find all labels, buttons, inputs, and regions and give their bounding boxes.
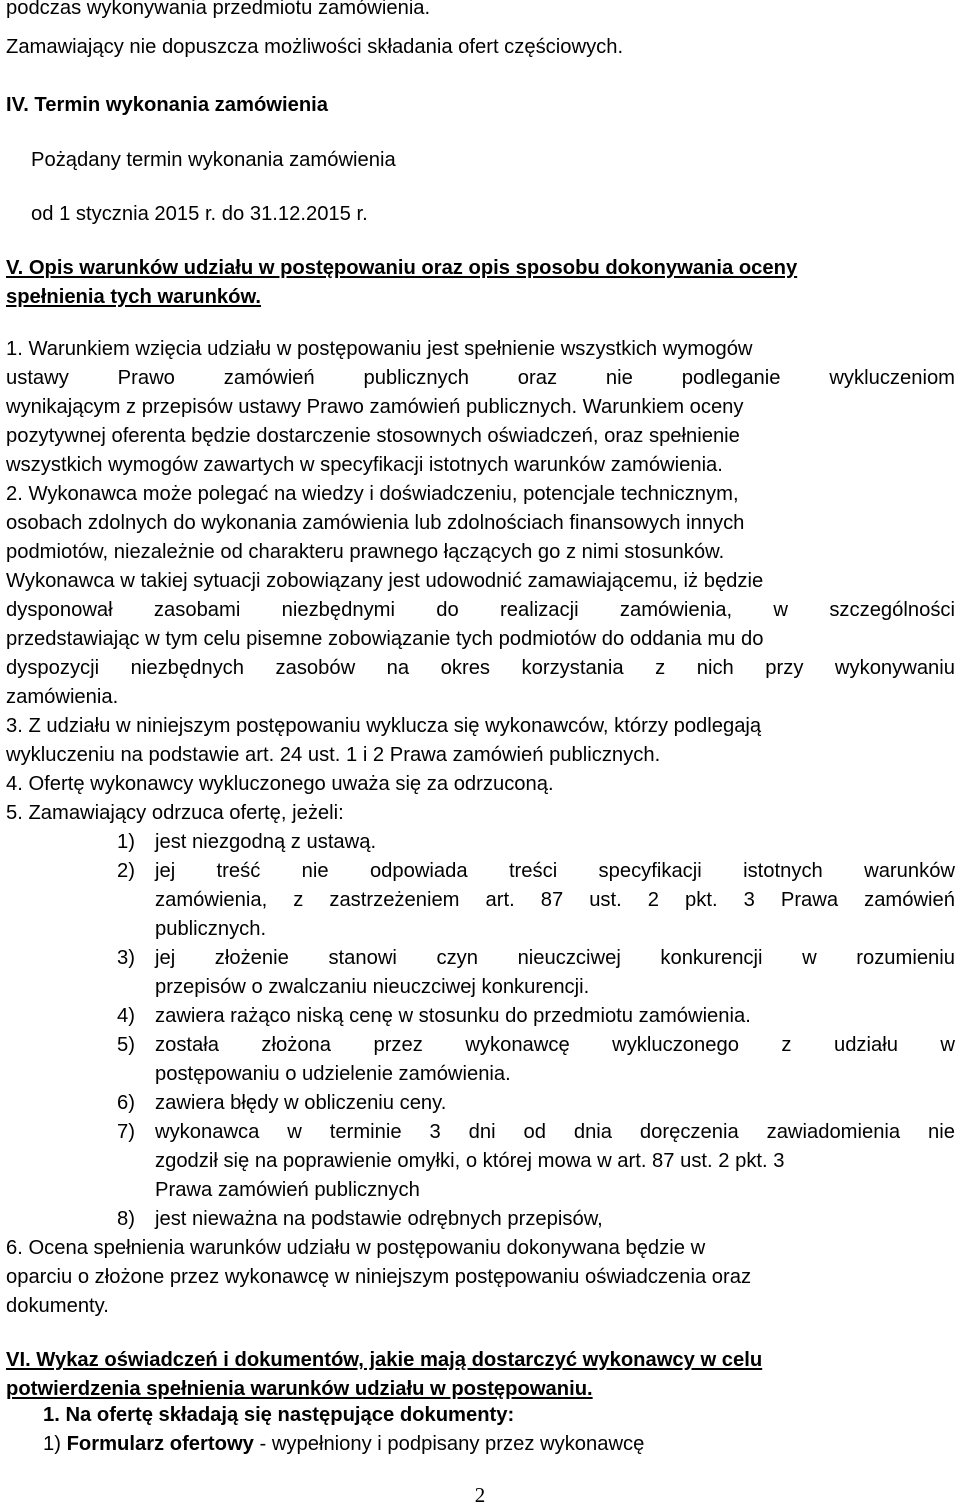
section-subheading: Pożądany termin wykonania zamówienia [31,149,396,171]
list-item-text: zamówienia, z zastrzeżeniem art. 87 ust. 2 pkt. 3 Prawa zamówień [155,889,955,911]
list-item-number: 8) [117,1208,135,1230]
list-item-text: jest nieważna na podstawie odrębnych przepisów, [155,1208,603,1230]
list-item-number: 6) [117,1092,135,1114]
document-list-item [43,1430,644,1459]
section-heading-v-line1: V. Opis warunków udziału w postępowaniu oraz opis sposobu dokonywania oceny [6,257,798,279]
list-item-text: zawiera rażąco niską cenę w stosunku do przedmiotu zamówienia. [155,1005,751,1027]
text-line: Zamawiający nie dopuszcza możliwości składania ofert częściowych. [6,36,624,58]
paragraph-1-line: wszystkich wymogów zawartych w specyfikacji istotnych warunków zamówienia. [6,454,723,476]
page-number: 2 [474,1483,486,1507]
list-item-text: jej złożenie stanowi czyn nieuczciwej konkurencji w rozumieniu [155,947,955,969]
paragraph-4: 4. Ofertę wykonawcy wykluczonego uważa się za odrzuconą. [6,773,554,795]
paragraph-1-line: pozytywnej oferenta będzie dostarczenie stosownych oświadczeń, oraz spełnienie [6,425,740,447]
text-line: podczas wykonywania przedmiotu zamówienia. [6,0,431,19]
paragraph-2-line: osobach zdolnych do wykonania zamówienia lub zdolnościach finansowych innych [6,512,745,534]
paragraph-3-line: 3. Z udziału w niniejszym postępowaniu wyklucza się wykonawców, którzy podlegają [6,715,762,737]
list-item-text: postępowaniu o udzielenie zamówienia. [155,1063,511,1085]
paragraph-2-line: podmiotów, niezależnie od charakteru prawnego łączących go z nimi stosunków. [6,541,725,563]
paragraph-2-line: Wykonawca w takiej sytuacji zobowiązany jest udowodnić zamawiającemu, iż będzie [6,570,764,592]
list-item-number: 7) [117,1121,135,1143]
paragraph-2-line: dysponował zasobami niezbędnymi do realizacji zamówienia, w szczególności [6,599,955,621]
paragraph-1-line: ustawy Prawo zamówień publicznych oraz nie podleganie wykluczeniom [6,367,955,389]
paragraph-1-line: 1. Warunkiem wzięcia udziału w postępowaniu jest spełnienie wszystkich wymogów [6,338,753,360]
paragraph-2-line: dyspozycji niezbędnych zasobów na okres korzystania z nich przy wykonywaniu [6,657,955,679]
list-item-text: jest niezgodną z ustawą. [155,831,377,853]
list-item-number: 4) [117,1005,135,1027]
list-item-text: jej treść nie odpowiada treści specyfikacji istotnych warunków [155,860,955,882]
list-item-text: zgodził się na poprawienie omyłki, o której mowa w art. 87 ust. 2 pkt. 3 [155,1150,785,1172]
section-heading-vi-line2: potwierdzenia spełnienia warunków udziału w postępowaniu. [6,1378,593,1400]
paragraph-2-line: 2. Wykonawca może polegać na wiedzy i doświadczeniu, potencjale technicznym, [6,483,739,505]
list-item-description: - wypełniony i podpisany przez wykonawcę [253,1433,645,1455]
list-item-number: 1) [117,831,135,853]
list-item-text: publicznych. [155,918,267,940]
section-heading-iv: IV. Termin wykonania zamówienia [6,94,328,116]
subsection-heading: 1. Na ofertę składają się następujące dokumenty: [43,1404,515,1426]
list-item-number: 1) [43,1433,61,1455]
list-item-text: przepisów o zwalczaniu nieuczciwej konkurencji. [155,976,590,998]
list-item-number: 2) [117,860,135,882]
date-range: od 1 stycznia 2015 r. do 31.12.2015 r. [31,203,368,225]
paragraph-6-line: 6. Ocena spełnienia warunków udziału w postępowaniu dokonywana będzie w [6,1237,706,1259]
paragraph-1-line: wynikającym z przepisów ustawy Prawo zamówień publicznych. Warunkiem oceny [6,396,744,418]
list-item-text: Prawa zamówień publicznych [155,1179,420,1201]
section-heading-vi-line1: VI. Wykaz oświadczeń i dokumentów, jakie mają dostarczyć wykonawcy w celu [6,1349,763,1371]
list-item-number: 3) [117,947,135,969]
list-item-number: 5) [117,1034,135,1056]
list-item-title: Formularz ofertowy [66,1433,254,1455]
list-item-text: została złożona przez wykonawcę wykluczonego z udziału w [155,1034,955,1056]
paragraph-6-line: oparciu o złożone przez wykonawcę w niniejszym postępowaniu oświadczenia oraz [6,1266,752,1288]
paragraph-2-line: zamówienia. [6,686,119,708]
section-heading-v-line2: spełnienia tych warunków. [6,286,262,308]
paragraph-2-line: przedstawiając w tym celu pisemne zobowiązanie tych podmiotów do oddania mu do [6,628,764,650]
paragraph-3-line: wykluczeniu na podstawie art. 24 ust. 1 i 2 Prawa zamówień publicznych. [6,744,661,766]
list-item-text: wykonawca w terminie 3 dni od dnia doręczenia zawiadomienia nie [155,1121,955,1143]
paragraph-5: 5. Zamawiający odrzuca ofertę, jeżeli: [6,802,344,824]
paragraph-6-line: dokumenty. [6,1295,109,1317]
list-item-text: zawiera błędy w obliczeniu ceny. [155,1092,447,1114]
